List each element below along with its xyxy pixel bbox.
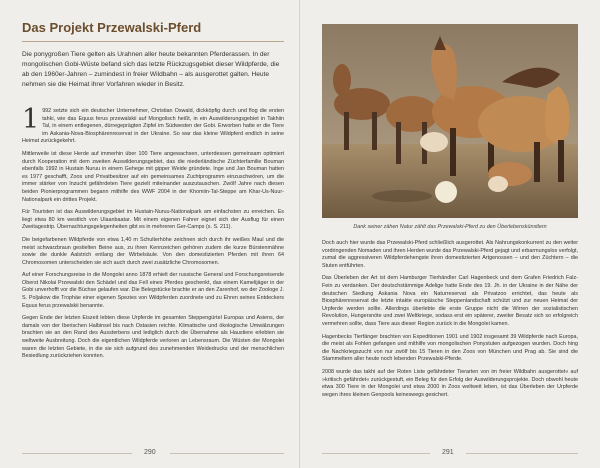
horses-illustration bbox=[322, 24, 578, 218]
footer-rule bbox=[22, 453, 132, 454]
paragraph-9: Hagenbecks Tierfänger brachten von Expeditionen 1901 und 1902 insgesamt 39 Wildpferde nach Europa, die meist als Fohlen gefangen und mithilfe von mongolischen Ponystuten aufgezogen wurden. Doch hing die Nachkriegszucht von nur zwölf bis 15 Tieren in den Zoos von München und Prag ab. Sie sind die Stammeltern aller heute noch lebenden Przewalski-Pferde. bbox=[322, 333, 578, 363]
footer-rule bbox=[466, 453, 578, 454]
paragraph-1 bbox=[22, 104, 284, 146]
page-title: Das Projekt Przewalski-Pferd bbox=[22, 20, 202, 35]
page-number-right: 291 bbox=[442, 449, 454, 456]
drop-cap: 1 bbox=[22, 104, 40, 135]
paragraph-3: Für Touristen ist das Auswilderungsgebiet im Hustain-Nuruu-Nationalpark am einfachsten zu erreichen. Es liegt etwa 80 km westlich von Ulaanbaatar. Mit einem eigenen Fahrer eignet sich der Ausflug für einen Zweitagestrip. Übernachtungsgelegenheiten gibt es in mehreren Ger-Camps (s. S. 211). bbox=[22, 209, 284, 231]
paragraph-7: Doch auch hier wurde das Przewalski-Pferd schließlich ausgerottet. Als Nahrungskonkurrent zu den weiter vordringenden Nomaden und ihren Herden wurde das Przewalski-Pferd gejagt und erbarmungslos verfolgt, zumal die aggressiveren Wildpferdehengste ihren domestizierten Artgenossen – und den Züchtern – die Stuten entführten. bbox=[322, 240, 578, 269]
left-body-text bbox=[22, 104, 284, 366]
title-divider bbox=[22, 41, 284, 42]
photo-caption: Dank seiner zähen Natur zählt das Przewalski-Pferd zu den Überlebenskünstlern bbox=[353, 224, 547, 230]
horses-photo bbox=[322, 24, 578, 218]
footer-rule bbox=[170, 453, 284, 454]
paragraph-1-text: 992 setzte sich ein deutscher Unternehmer, Christian Oswald, dickköpfig durch und flog die ersten tahki, wie das Equus ferus przewalskii auf Mongolisch heißt, in ein Auswilderungsgebiet in Takhiin Tal, in einem entlegenen, dürregeprägten Zipfel im Südwesten der Gobi. Erworben hatte er die Tiere im Askania-Nova-Biosphärenreservat in der Ukraine. So war das kleine Wildpferd endlich in seine Heimat zurückgekehrt. bbox=[22, 108, 284, 145]
paragraph-5: Auf einer Forschungsreise in die Mongolei anno 1878 erhielt der russische General und Forschungsreisende Oberst Nikolai Przewalski den Schädel und das Fell eines Pferdes geschenkt, das einem Kamelijäger in der Gobi unverhofft vor die Büchse gelaufen war. Die Belegstücke brachte er an den Zarenhof, wo der Zoologe J. S. Poljakow die Trophäe einer eigenen Spezies von Wildpferden zuordnete und zu Ehren seines Entdeckers Equus ferus przewalskii benannte. bbox=[22, 272, 284, 309]
paragraph-6: Gegen Ende der letzten Eiszeit lebten diese Urpferde im gesamten Steppengürtel Europas und Asiens, der damals von der Iberischen Halbinsel bis nach Ostasien reichte. Klimatische und ökologische Umwälzungen brachten sie an den Rand des Aussterbens und lediglich durch die Übernahme als Haustiere erlebten sie weltweite Ausbreitung. Doch die eigentlichen Wildpferde verloren an Lebensraum. Die Wüsten der Mongolei waren die letzten Gebiete, in die sie sich aufgrund des zunehmenden Weidedrucks und der menschlichen Besiedlung zurückziehen konnten. bbox=[22, 315, 284, 360]
right-body-text bbox=[322, 240, 578, 404]
paragraph-4: Die beigefarbenen Wildpferde von etwa 1,40 m Schulterhöhe zeichnen sich durch ihr weißes Maul und die meist schwarzbraun gestielten Beine aus, zu ihren Kennzeichen gehören zudem die kurze Bürstenmähne sowie die dunkle Aalstrich entlang der Wirbelsäule. Von den domestizierten Pferden mit ihren 64 Chromosomen unterscheiden sie sich auch durch zwei zusätzliche Chromosomen. bbox=[22, 236, 284, 266]
intro-paragraph: Die ponygroßen Tiere gelten als Urahnen aller heute bekannten Pferderassen. In der mongolischen Gobi-Wüste befand sich das letzte Rückzugsgebiet dieser Wildpferde, die ab den 1960er-Jahren – zumindest in freier Wildbahn – als ausgerottet galten. Heute nehmen sie die Heimat ihrer Vorfahren wieder in Besitz. bbox=[22, 51, 280, 88]
paragraph-10: 2008 wurde das takhi auf der Roten Liste gefährdeter Tierarten von im freier Wildbahn ausgerottet« auf »kritisch gefährdet« zurückgestuft, ein Beleg für den Erfolg der Auswilderungsprojekte. Doch obwohl heute etwa 300 Tiere in der Mongolei und etwa 2000 in Zoos weltweit leben, ist das Überleben der Urpferde wegen ihres kleinen Genpools keineswegs gesichert. bbox=[322, 368, 578, 398]
paragraph-2: Mittlerweile ist diese Herde auf immerhin über 100 Tiere angewachsen, unterdessen gemeinsam optimiert durch Kooperation mit dem zweiten Auswilderungsgebiet, das die niederländische Züchterfamilie Bouman ebenfalls 1992 in Hustain Nuruu in einem Gehege mit gipper Weide gründete. Inge und Jan Bouman hatten es 1977 geschafft, Zoos und Privatbesitzer auf ein gemeinsames Zuchtprogramm einzuschwören, um die immer stärker von Inzucht gefährdeten Tiere gezielt miteinander auszutauschen. Zwölf Jahre nach diesen beiden Pionierprogrammen begann mithilfe des WWF 2004 in der Khomiin-Tal-Steppe am Khar-Us-Nuur-Nationalpark ein drittes Projekt. bbox=[22, 150, 284, 203]
book-gutter bbox=[299, 0, 301, 468]
page-number-left: 290 bbox=[144, 449, 156, 456]
footer-rule bbox=[322, 453, 430, 454]
paragraph-8: Das Überleben der Art ist dem Hamburger Tierhändler Carl Hagenbeck und dem Grafen Friedrich Falz-Fein zu verdanken. Der deutschstämmige Adelige hatte Ende des 19. Jh. in der Ukraine in der Nähe der deutschen Siedlung Askania Nova ein Naturreservat als Privatzoo errichtet, das heute als Biosphärenreservat die letzte intakte europäische Steppenlandschaft schützt und zur neuen Heimat der Urpferde werden sollte. Allerdings überlebte die erste Gruppe nicht die Wirren der sozialistischen Revolution, Hungersnöte und zwei Weltkriege, sodass erst ein späterer, zweiter Besatz sich so erfolgreich vermehren sollte, dass Tiere aus dieser Region zurück in die Mongolei kamen. bbox=[322, 275, 578, 327]
